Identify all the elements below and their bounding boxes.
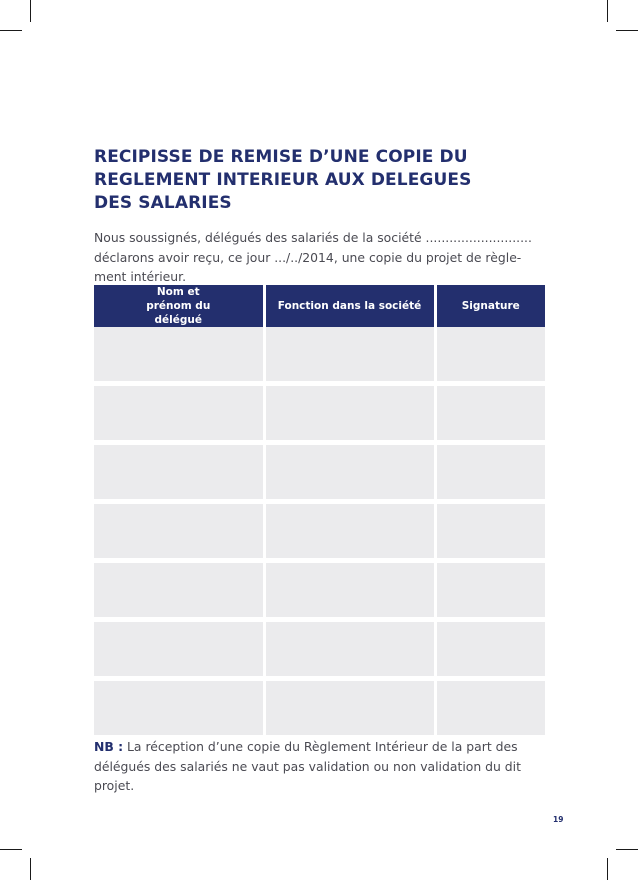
table-header-row xyxy=(94,285,545,327)
table-row xyxy=(94,679,545,736)
name-cell[interactable] xyxy=(94,384,264,443)
function-cell[interactable] xyxy=(264,620,435,679)
title-line: REGLEMENT INTERIEUR AUX DELEGUES xyxy=(94,170,472,190)
crop-mark xyxy=(607,0,608,22)
nb-line: projet. xyxy=(94,778,135,793)
crop-mark xyxy=(30,858,31,880)
page-number: 19 xyxy=(553,815,564,824)
function-cell[interactable] xyxy=(264,561,435,620)
signature-cell[interactable] xyxy=(435,561,545,620)
name-cell[interactable] xyxy=(94,620,264,679)
crop-mark xyxy=(607,858,608,880)
crop-mark xyxy=(616,849,638,850)
name-cell[interactable] xyxy=(94,561,264,620)
column-header-signature: Signature xyxy=(435,285,545,327)
nb-line: délégués des salariés ne vaut pas validation ou non validation du dit xyxy=(94,758,521,774)
signature-cell[interactable] xyxy=(435,443,545,502)
table-row xyxy=(94,384,545,443)
signature-cell[interactable] xyxy=(435,620,545,679)
intro-line: déclarons avoir reçu, ce jour .../../2014, une copie du projet de règle- xyxy=(94,249,522,265)
crop-mark xyxy=(0,30,22,31)
name-cell[interactable] xyxy=(94,327,264,384)
nb-text: La réception d’une copie du Règlement Intérieur de la part des xyxy=(123,739,518,754)
title-line: DES SALARIES xyxy=(94,193,232,213)
crop-mark xyxy=(616,30,638,31)
table-row xyxy=(94,327,545,384)
function-cell[interactable] xyxy=(264,502,435,561)
intro-line: ment intérieur. xyxy=(94,269,187,284)
intro-line: Nous soussignés, délégués des salariés de la société ........................... xyxy=(94,230,532,245)
table-row xyxy=(94,620,545,679)
nb-label: NB : xyxy=(94,739,124,754)
intro-paragraph xyxy=(94,228,546,287)
name-cell[interactable] xyxy=(94,502,264,561)
signature-cell[interactable] xyxy=(435,502,545,561)
table-row xyxy=(94,443,545,502)
signature-cell[interactable] xyxy=(435,679,545,736)
function-cell[interactable] xyxy=(264,384,435,443)
nb-line xyxy=(94,737,546,757)
column-header-name: Nom et prénom du délégué xyxy=(94,285,264,327)
name-cell[interactable] xyxy=(94,679,264,736)
delegates-table xyxy=(94,285,545,735)
signature-cell[interactable] xyxy=(435,384,545,443)
crop-mark xyxy=(30,0,31,22)
table-row xyxy=(94,502,545,561)
page-title xyxy=(94,146,534,215)
function-cell[interactable] xyxy=(264,679,435,736)
function-cell[interactable] xyxy=(264,327,435,384)
nb-paragraph xyxy=(94,737,546,796)
function-cell[interactable] xyxy=(264,443,435,502)
title-line: RECIPISSE DE REMISE D’UNE COPIE DU xyxy=(94,147,468,167)
name-cell[interactable] xyxy=(94,443,264,502)
column-header-function: Fonction dans la société xyxy=(264,285,435,327)
signature-cell[interactable] xyxy=(435,327,545,384)
table-row xyxy=(94,561,545,620)
crop-mark xyxy=(0,849,22,850)
